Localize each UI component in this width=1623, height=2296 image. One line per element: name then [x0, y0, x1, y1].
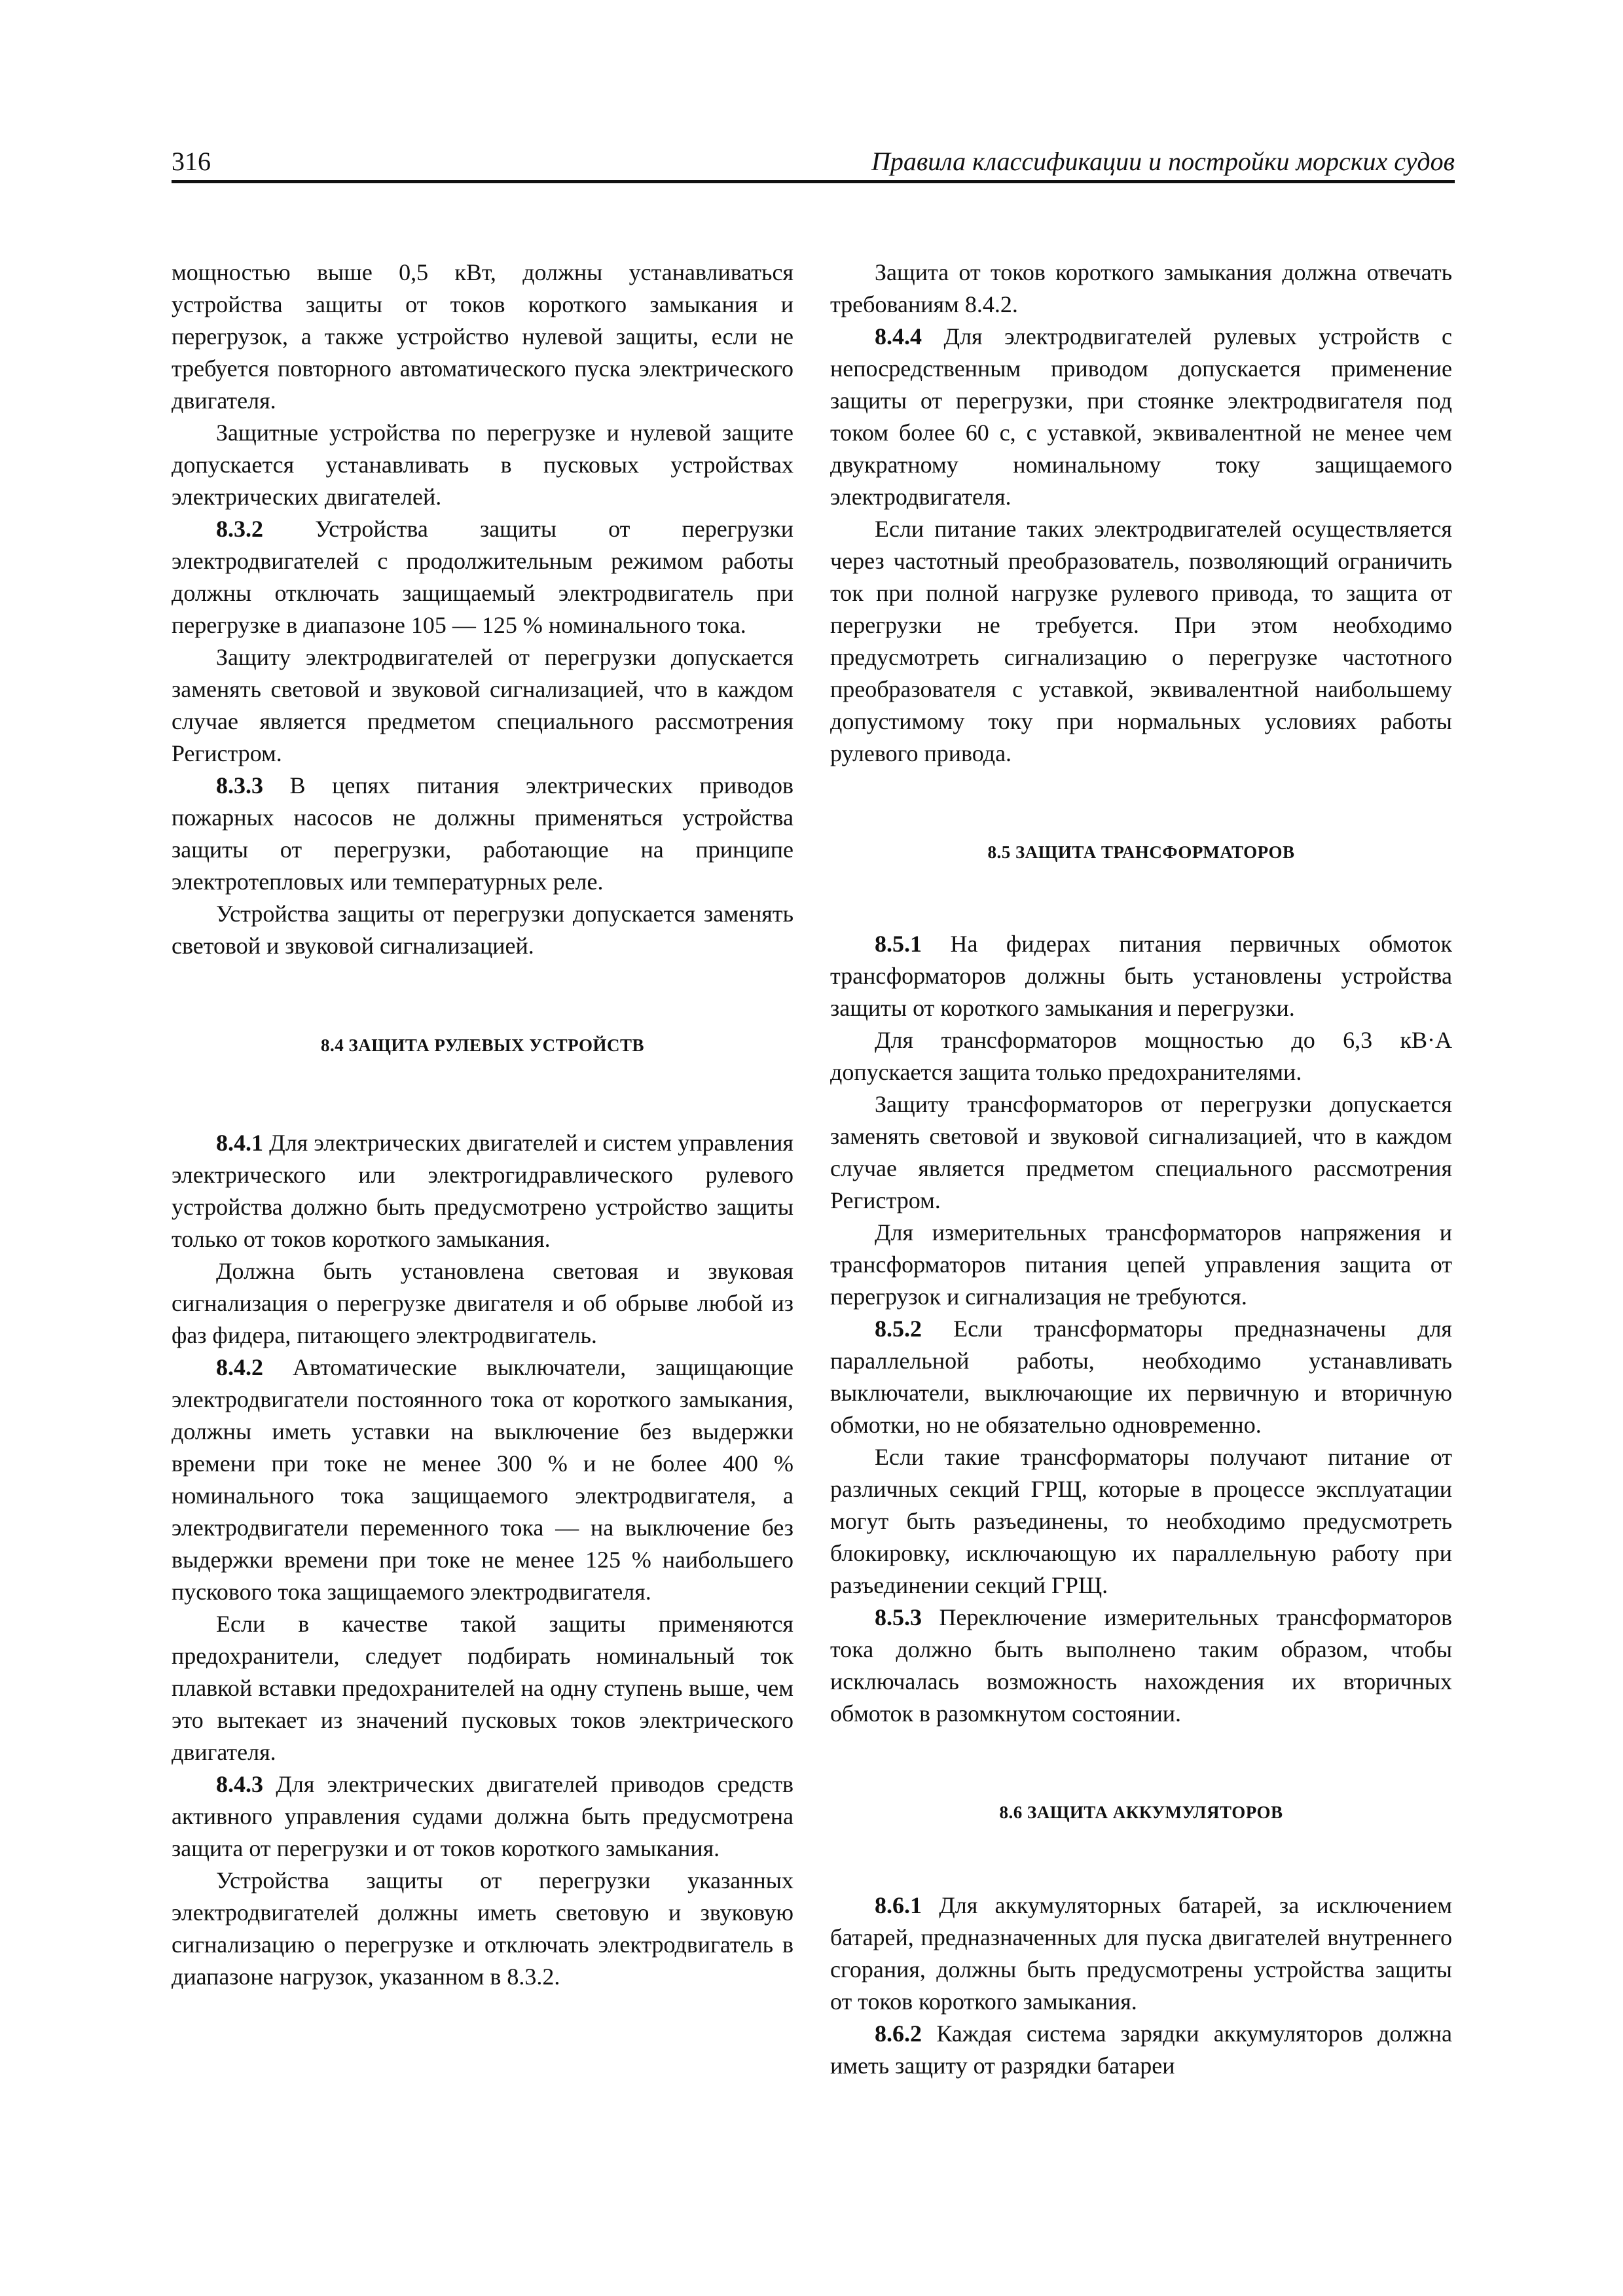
paragraph-text: Если питание таких электродвигателей осуществляется через частотный преобразователь, позволяющий ограничить ток при полной нагрузке рулевого привода, то защита от перегрузки не требуется. При этом необходимо предусмотреть сигнализацию о перегрузке частотного преобразователя с уставкой, эквивалентной наибольшему допустимому току при нормальных условиях работы рулевого привода. — [830, 516, 1452, 766]
page-number: 316 — [172, 147, 211, 176]
paragraph-text: Устройства защиты от перегрузки указанных электродвигателей должны иметь световую и звуковую сигнализацию о перегрузке и отключать электродвигатель в диапазоне нагрузок, указанном в 8.3.2. — [172, 1867, 793, 1990]
clause-8-4-3 — [172, 1768, 793, 1865]
paragraph — [830, 257, 1452, 321]
clause-number: 8.4.4 — [875, 323, 922, 350]
paragraph-text: Автоматические выключатели, защищающие электродвигатели постоянного тока от короткого замыкания, должны иметь уставки на выключение без выдержки времени при токе не менее 300 % и не более 400 % номинального тока защищаемого электродвигателя, а электродвигатели переменного тока — на выключение без выдержки времени при токе не менее 125 % наибольшего пускового тока защищаемого электродвигателя. — [172, 1354, 793, 1605]
paragraph — [830, 513, 1452, 770]
paragraph-text: Для измерительных трансформаторов напряжения и трансформаторов питания цепей управления защита от перегрузок и сигнализация не требуются. — [830, 1219, 1452, 1310]
clause-number: 8.4.2 — [216, 1354, 263, 1380]
paragraph-text: Если трансформаторы предназначены для параллельной работы, необходимо устанавливать выключатели, выключающие их первичную и вторичную обмотки, но не обязательно одновременно. — [830, 1316, 1452, 1438]
clause-8-6-2 — [830, 2018, 1452, 2082]
paragraph-text: Должна быть установлена световая и звуковая сигнализация о перегрузке двигателя и об обрыве любой из фаз фидера, питающего электродвигатель. — [172, 1258, 793, 1348]
paragraph — [172, 898, 793, 962]
paragraph-text: Если в качестве такой защиты применяются предохранители, следует подбирать номинальный ток плавкой вставки предохранителей на одну ступень выше, чем это вытекает из значений пусковых токов электрического двигателя. — [172, 1611, 793, 1765]
clause-8-5-3 — [830, 1602, 1452, 1730]
paragraph-text: Каждая система зарядки аккумуляторов должна иметь защиту от разрядки батареи — [830, 2020, 1452, 2079]
clause-number: 8.6.1 — [875, 1892, 922, 1918]
left-column — [172, 257, 793, 1993]
paragraph — [172, 1865, 793, 1993]
paragraph — [830, 1024, 1452, 1088]
paragraph — [830, 1088, 1452, 1217]
paragraph — [830, 1441, 1452, 1602]
paragraph-text: Защитные устройства по перегрузке и нулевой защите допускается устанавливать в пусковых устройствах электрических двигателей. — [172, 420, 793, 510]
paragraph-text: В цепях питания электрических приводов пожарных насосов не должны применяться устройства защиты от перегрузки, работающие на принципе электротепловых или температурных реле. — [172, 772, 793, 895]
clause-number: 8.6.2 — [875, 2020, 922, 2047]
clause-number: 8.3.2 — [216, 516, 263, 542]
clause-number: 8.4.1 — [216, 1130, 263, 1156]
paragraph-text: Устройства защиты от перегрузки допускается заменять световой и звуковой сигнализацией. — [172, 901, 793, 959]
paragraph-text: Для электродвигателей рулевых устройств с непосредственным приводом допускается применение защиты от перегрузки, при стоянке электродвигателя под током более 60 с, с уставкой, эквивалентной не менее чем двукратному номинальному току защищаемого электродвигателя. — [830, 323, 1452, 510]
page-header — [172, 147, 1455, 183]
clause-8-4-2 — [172, 1352, 793, 1608]
clause-8-5-1 — [830, 928, 1452, 1024]
section-heading-8-6: 8.6 ЗАЩИТА АККУМУЛЯТОРОВ — [999, 1803, 1283, 1822]
right-column — [830, 257, 1452, 2082]
clause-number: 8.5.3 — [875, 1604, 922, 1630]
clause-number: 8.3.3 — [216, 772, 263, 798]
paragraph-text: мощностью выше 0,5 кВт, должны устанавливаться устройства защиты от токов короткого замыкания и перегрузок, а также устройство нулевой защиты, если не требуется повторного автоматического пуска электрического двигателя. — [172, 259, 793, 414]
paragraph-text: Защиту электродвигателей от перегрузки допускается заменять световой и звуковой сигнализацией, что в каждом случае является предметом специального рассмотрения Регистром. — [172, 644, 793, 766]
paragraph-text: Защиту трансформаторов от перегрузки допускается заменять световой и звуковой сигнализацией, что в каждом случае является предметом специального рассмотрения Регистром. — [830, 1091, 1452, 1213]
clause-number: 8.4.3 — [216, 1771, 263, 1797]
paragraph — [172, 257, 793, 417]
paragraph — [830, 1217, 1452, 1313]
clause-number: 8.5.1 — [875, 931, 922, 957]
paragraph-text: Для электрических двигателей и систем управления электрического или электрогидравлического рулевого устройства должно быть предусмотрено устройство защиты только от токов короткого замыкания. — [172, 1130, 793, 1252]
clause-8-3-3 — [172, 770, 793, 898]
clause-8-5-2 — [830, 1313, 1452, 1441]
paragraph — [172, 641, 793, 770]
clause-8-4-4 — [830, 321, 1452, 513]
section-heading-8-4: 8.4 ЗАЩИТА РУЛЕВЫХ УСТРОЙСТВ — [321, 1035, 644, 1055]
clause-8-3-2 — [172, 513, 793, 641]
paragraph-text: Для аккумуляторных батарей, за исключением батарей, предназначенных для пуска двигателей внутреннего сгорания, должны быть предусмотрены устройства защиты от токов короткого замыкания. — [830, 1892, 1452, 2015]
paragraph-text: Защита от токов короткого замыкания должна отвечать требованиям 8.4.2. — [830, 259, 1452, 317]
paragraph-text: Для трансформаторов мощностью до 6,3 кВ·А допускается защита только предохранителями. — [830, 1027, 1452, 1085]
paragraph — [172, 1608, 793, 1768]
paragraph-text: Переключение измерительных трансформаторов тока должно быть выполнено таким образом, чтобы исключалась возможность нахождения их вторичных обмоток в разомкнутом состоянии. — [830, 1604, 1452, 1727]
running-title: Правила классификации и постройки морских судов — [871, 147, 1455, 176]
paragraph-text: Если такие трансформаторы получают питание от различных секций ГРЩ, которые в процессе эксплуатации могут быть разъединены, то необходимо предусмотреть блокировку, исключающую их параллельную работу при разъединении секций ГРЩ. — [830, 1444, 1452, 1598]
clause-8-4-1 — [172, 1127, 793, 1255]
paragraph-text: На фидерах питания первичных обмоток трансформаторов должны быть установлены устройства защиты от короткого замыкания и перегрузки. — [830, 931, 1452, 1021]
paragraph-text: Для электрических двигателей приводов средств активного управления судами должна быть предусмотрена защита от перегрузки и от токов короткого замыкания. — [172, 1771, 793, 1861]
paragraph — [172, 1255, 793, 1352]
paragraph-text: Устройства защиты от перегрузки электродвигателей с продолжительным режимом работы должны отключать защищаемый электродвигатель при перегрузке в диапазоне 105 — 125 % номинального тока. — [172, 516, 793, 638]
clause-8-6-1 — [830, 1890, 1452, 2018]
clause-number: 8.5.2 — [875, 1316, 922, 1342]
paragraph — [172, 417, 793, 513]
section-heading-8-5: 8.5 ЗАЩИТА ТРАНСФОРМАТОРОВ — [987, 842, 1295, 862]
